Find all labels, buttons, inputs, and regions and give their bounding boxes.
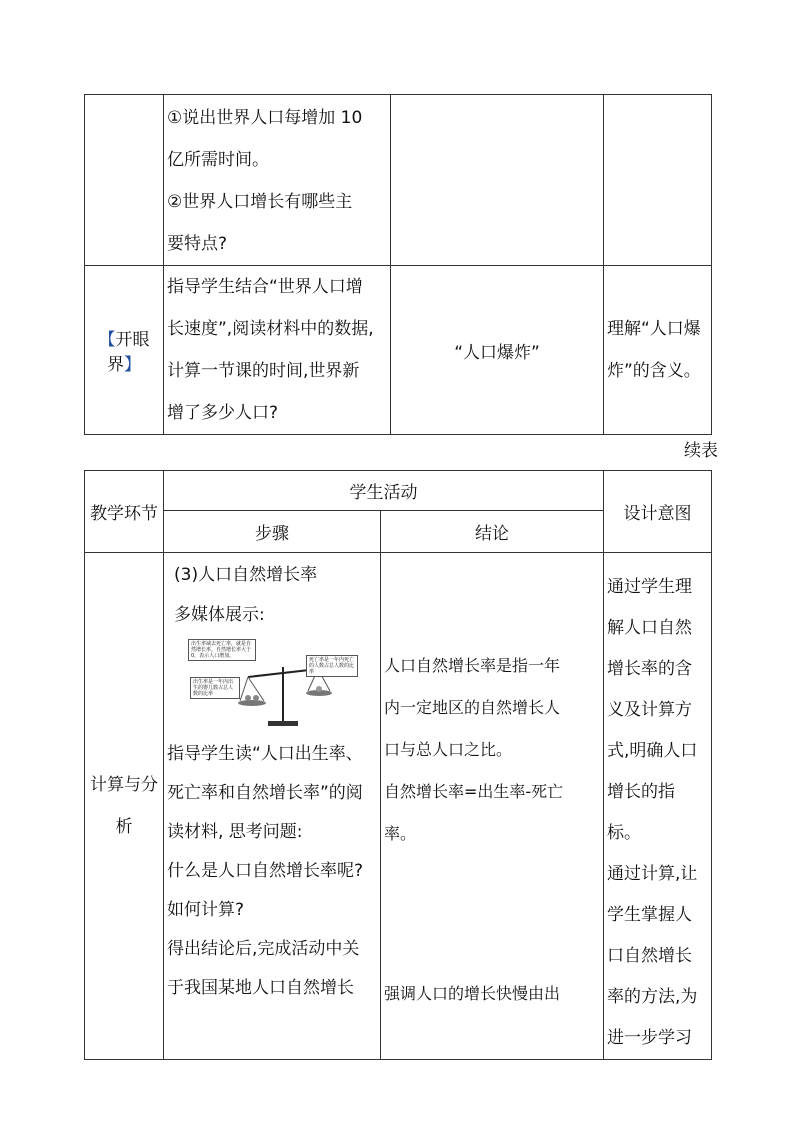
bubble-natural-growth: 出生率减去死亡率，就是自然增长率。自然增长率大于0，表示人口增加。: [188, 639, 256, 661]
stage-cell: [85, 95, 164, 266]
bracket-open: 【: [98, 330, 116, 350]
conclusion-cell: [391, 266, 604, 435]
steps-line: 亿所需时间。: [167, 150, 269, 170]
intent-line: 通过学生理: [607, 577, 692, 597]
header-student-activity: 学生活动: [164, 471, 604, 511]
conclusion-cell: [381, 553, 604, 1060]
conclusion-cell: [391, 95, 604, 266]
steps-line: 计算一节课的时间,世界新: [167, 361, 360, 381]
intent-line: 口自然增长: [607, 946, 692, 966]
intent-line: 解人口自然: [607, 618, 692, 638]
table-row: [85, 266, 712, 435]
steps-cell: [164, 553, 381, 1060]
table-row: [85, 95, 712, 266]
stage-line: 计算与分: [90, 775, 158, 795]
steps-line: 要特点?: [167, 234, 228, 254]
lesson-table-top: [84, 94, 712, 435]
header-row: [85, 471, 712, 511]
intent-cell: [604, 95, 712, 266]
steps-line: ①说出世界人口每增加 10: [167, 108, 363, 128]
bubble-birth-rate: 出生率是一年内出生的婴儿数占总人数的比率: [190, 677, 240, 699]
intent-line: 率的方法,为: [607, 987, 698, 1007]
intent-line: 通过计算,让: [607, 864, 698, 884]
lesson-table-continued: [84, 470, 712, 1060]
intent-cell: [604, 266, 712, 435]
conclusion-line: 强调人口的增长快慢由出: [384, 984, 561, 1003]
steps-line: ②世界人口增长有哪些主: [167, 192, 353, 212]
intent-line: 增长的指标。: [607, 782, 675, 843]
intent-line: 进一步学习: [607, 1028, 692, 1048]
steps-line: 于我国某地人口自然增长: [167, 978, 354, 998]
conclusion-line: 自然增长率=出生率-死亡: [384, 782, 564, 801]
header-intent: 设计意图: [604, 471, 712, 553]
steps-line: 读材料, 思考问题:: [167, 822, 303, 842]
conclusion-line: 人口自然增长率是指一年: [384, 656, 561, 675]
intent-line: 增长率的含: [607, 659, 692, 679]
steps-line: 什么是人口自然增长率呢?: [167, 861, 364, 881]
steps-line: 长速度”,阅读材料中的数据,: [167, 319, 374, 339]
intent-line: 理解“人口爆: [607, 319, 701, 339]
conclusion-line: 口与总人口之比。: [384, 740, 513, 759]
steps-line: 多媒体展示:: [174, 605, 265, 625]
steps-line: 得出结论后,完成活动中关: [167, 939, 360, 959]
steps-line: 指导学生读“人口出生率、: [167, 744, 363, 764]
bubble-death-rate: 死亡率是一年内死亡的人数占总人数的比率: [306, 655, 358, 677]
table-row: [85, 553, 712, 1060]
header-steps: 步骤: [164, 511, 381, 553]
bracket-close: 】: [124, 355, 141, 375]
steps-cell: [164, 95, 391, 266]
intent-cell: [604, 553, 712, 1060]
intent-line: 学生掌握人: [607, 905, 692, 925]
balance-scale-figure: [188, 639, 358, 729]
steps-line: (3)人口自然增长率: [174, 565, 318, 585]
intent-line: 式,明确人口: [607, 741, 698, 761]
stage-line: 析: [115, 817, 133, 837]
stage-label: 开眼界: [107, 330, 150, 375]
intent-line: 炸”的含义。: [607, 361, 701, 381]
conclusion-text: “人口爆炸”: [454, 342, 540, 363]
steps-line: 死亡率和自然增长率”的阅: [167, 783, 363, 803]
stage-cell: [85, 553, 164, 1060]
steps-line: 如何计算?: [167, 900, 245, 920]
steps-cell: [164, 266, 391, 435]
header-conclusion: 结论: [381, 511, 604, 553]
header-stage: 教学环节: [85, 471, 164, 553]
conclusion-line: 率。: [384, 824, 417, 843]
intent-line: 义及计算方: [607, 700, 692, 720]
steps-line: 增了多少人口?: [167, 403, 279, 423]
steps-line: 指导学生结合“世界人口增: [167, 277, 363, 297]
conclusion-line: 内一定地区的自然增长人: [384, 698, 561, 717]
stage-cell: [85, 266, 164, 435]
continue-label: 续表: [684, 441, 718, 461]
